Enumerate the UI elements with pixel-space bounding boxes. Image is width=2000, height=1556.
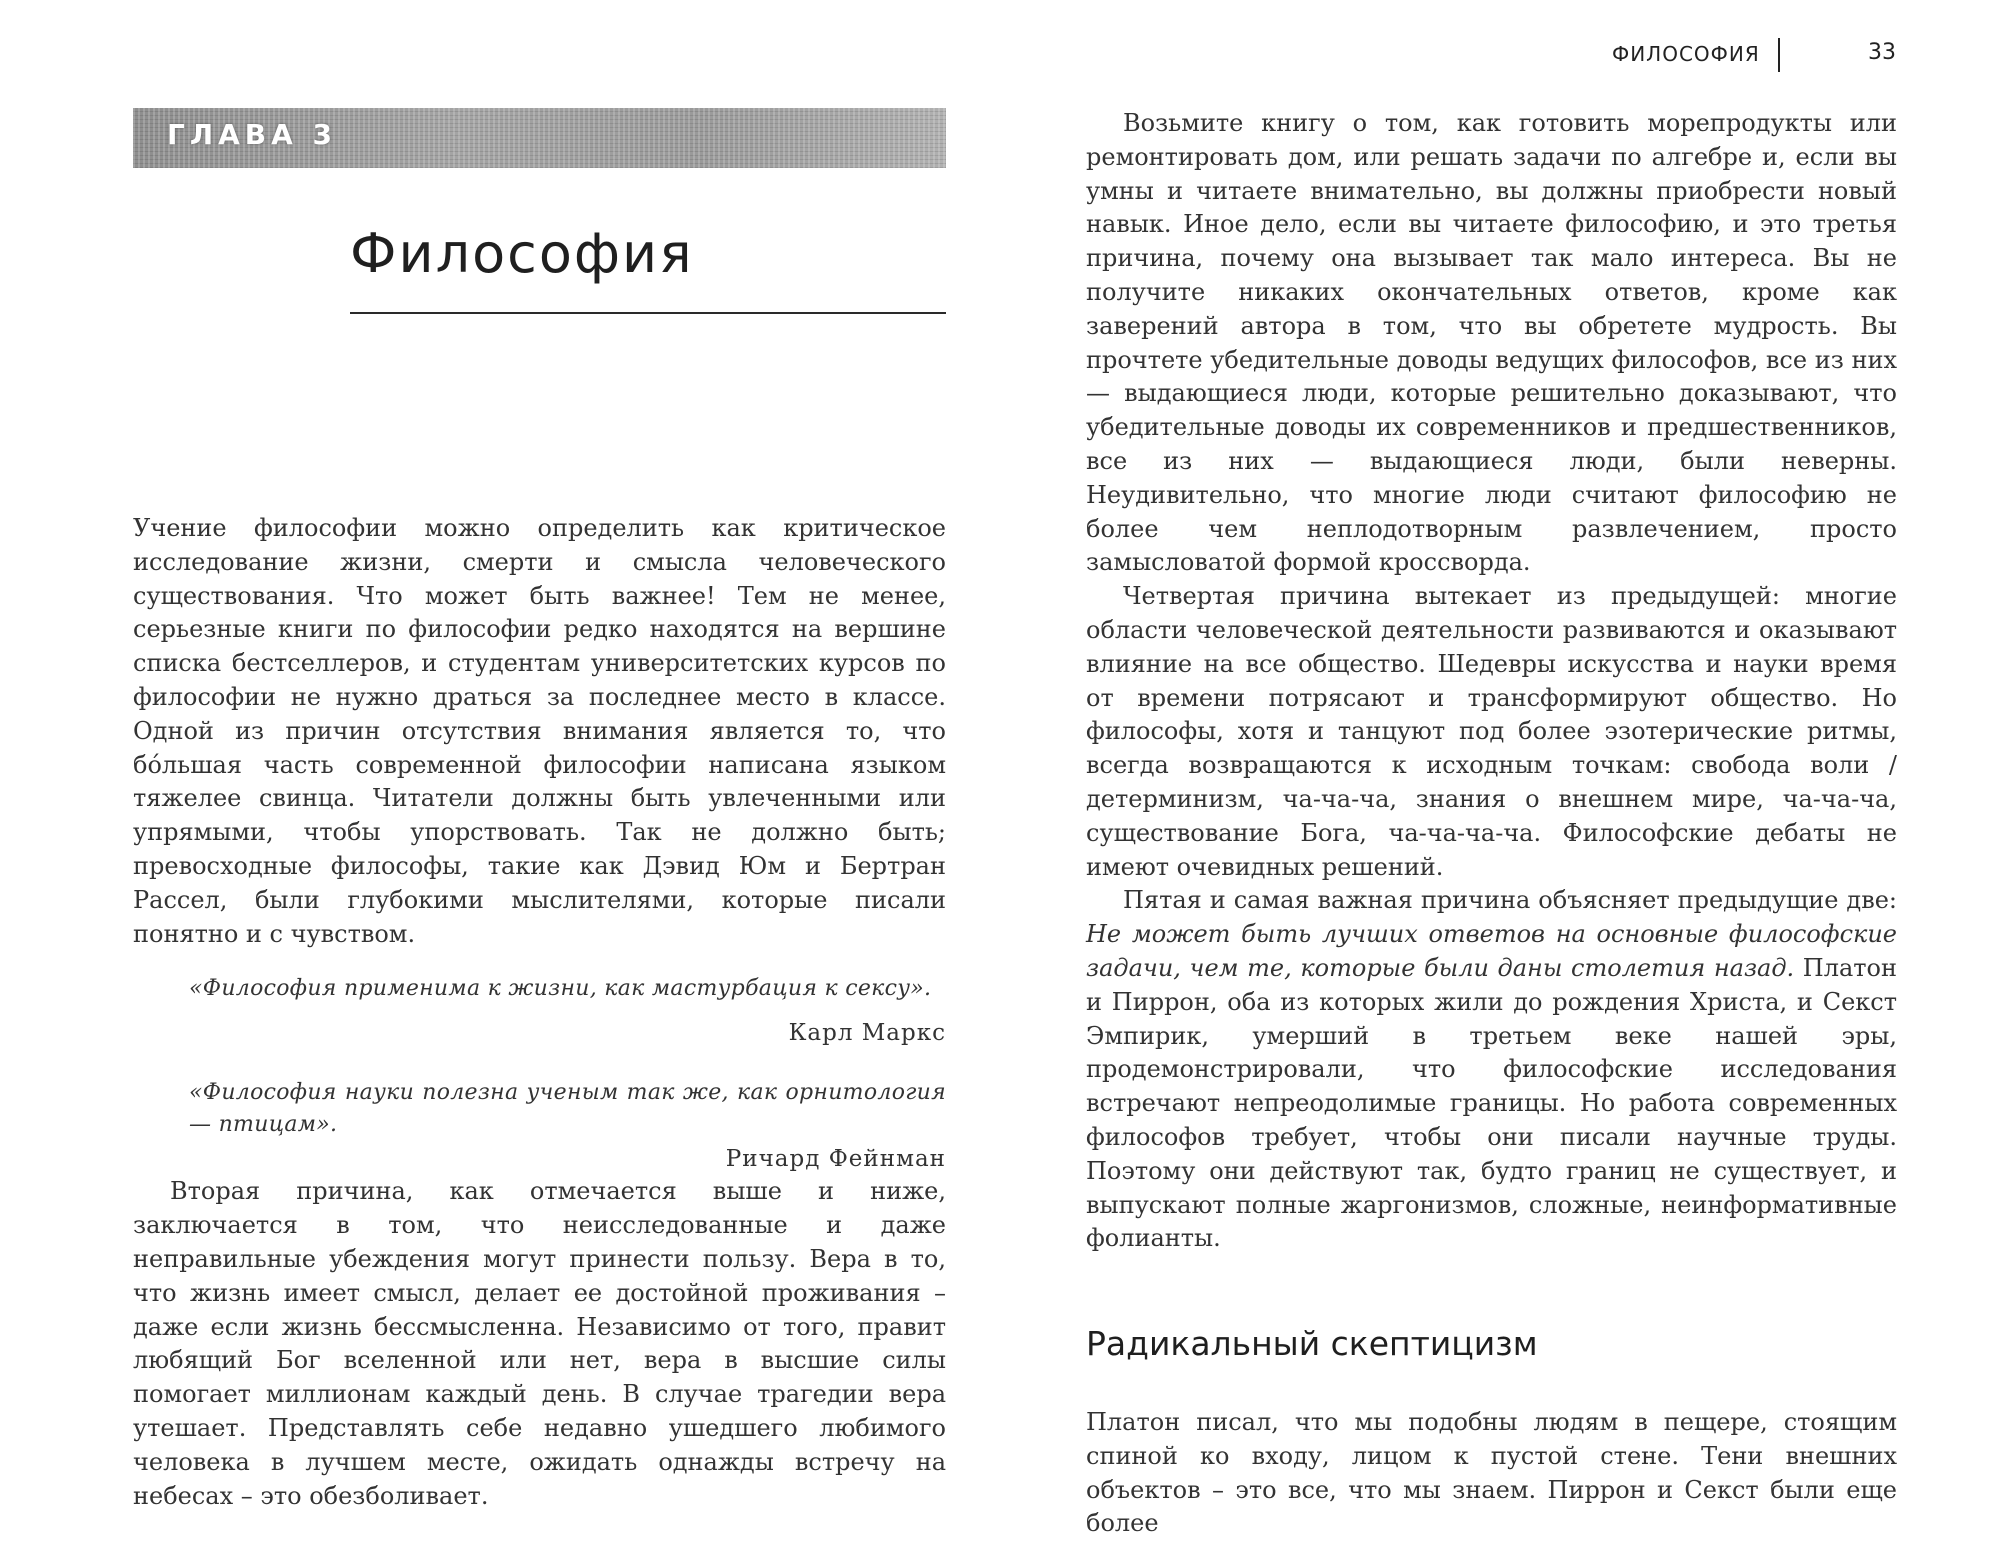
paragraph-lead: Пятая и самая важная причина объясняет предыдущие две: xyxy=(1123,886,1897,915)
chapter-label: ГЛАВА 3 xyxy=(167,118,338,151)
chapter-banner xyxy=(133,108,946,168)
paragraph: Платон писал, что мы подобны людям в пещере, стоящим спиной ко входу, лицом к пустой стене. Тени внешних объектов – это все, что мы знаем. Пиррон и Секст были еще более xyxy=(1086,1408,1897,1538)
left-body-text xyxy=(133,512,946,1513)
paragraph xyxy=(1086,884,1897,1256)
title-rule xyxy=(350,312,946,314)
emphasized-thesis: Не может быть лучших ответов на основные философские задачи, чем те, которые были даны столетия назад. xyxy=(1086,920,1897,982)
epigraph-quote: «Философия применима к жизни, как мастурбация к сексу». xyxy=(189,976,932,1002)
epigraph-quote: «Философия науки полезна ученым так же, как орнитология — птицам». xyxy=(189,1080,946,1138)
paragraph: Учение философии можно определить как критическое исследование жизни, смерти и смысла человеческого существования. Что может быть важнее! Тем не менее, серьезные книги по философии редко находятся на вершине списка бестселлеров, и студентам университетских курсов по философии не нужно драться за последнее место в классе. Одной из причин отсутствия внимания является то, что бóльшая часть современной философии написана языком тяжелее свинца. Читатели должны быть увлеченными или упрямыми, чтобы упорствовать. Так не должно быть; превосходные философы, такие как Дэвид Юм и Бертран Рассел, были глубокими мыслителями, которые писали понятно и с чувством. xyxy=(133,514,946,948)
right-body-text xyxy=(1086,107,1897,1256)
running-head-divider xyxy=(1778,38,1780,72)
paragraph: Вторая причина, как отмечается выше и ниже, заключается в том, что неисследованные и даже неправильные убеждения могут принести пользу. Вера в то, что жизнь имеет смысл, делает ее достойной проживания – даже если жизнь бессмысленна. Независимо от того, правит любящий Бог вселенной или нет, вера в высшие силы помогает миллионам каждый день. В случае трагедии вера утешает. Представлять себе недавно ушедшего любимого человека в лучшем месте, ожидать однажды встречу на небесах – это обезболивает. xyxy=(133,1177,946,1510)
epigraph-author: Карл Маркс xyxy=(788,1020,946,1047)
paragraph: Возьмите книгу о том, как готовить морепродукты или ремонтировать дом, или решать задачи по алгебре и, если вы умны и читаете внимательно, вы должны приобрести новый навык. Иное дело, если вы читаете философию, и это третья причина, почему она вызывает так мало интереса. Вы не получите никаких окончательных ответов, кроме как заверений автора в том, что вы обретете мудрость. Вы прочтете убедительные доводы ведущих философов, все из них — выдающиеся люди, которые решительно доказывают, что убедительные доводы их современников и предшественников, все из них — выдающиеся люди, были неверны. Неудивительно, что многие люди считают философию не более чем неплодотворным развлечением, просто замысловатой формой кроссворда. xyxy=(1086,109,1897,577)
right-page xyxy=(1000,0,2000,1556)
page-number: 33 xyxy=(1868,40,1896,65)
epigraph-author: Ричард Фейнман xyxy=(725,1146,946,1173)
chapter-title: Философия xyxy=(350,222,694,285)
right-body-text-2 xyxy=(1086,1406,1897,1541)
running-head-title: ФИЛОСОФИЯ xyxy=(1612,42,1760,66)
paragraph-rest: Платон и Пиррон, оба из которых жили до рождения Христа, и Секст Эмпирик, умерший в третьем веке нашей эры, продемонстрировали, что философские исследования встречают непреодолимые границы. Но работа современных философов требует, чтобы они писали научные труды. Поэтому они действуют так, будто границ не существует, и выпускают полные жаргонизмов, сложные, неинформативные фолианты. xyxy=(1086,953,1897,1253)
paragraph: Четвертая причина вытекает из предыдущей: многие области человеческой деятельности развиваются и оказывают влияние на все общество. Шедевры искусства и науки время от времени потрясают и трансформируют общество. Но философы, хотя и танцуют под более эзотерические ритмы, всегда возвращаются к исходным точкам: свобода воли / детерминизм, ча-ча-ча, знания о внешнем мире, ча-ча-ча, существование Бога, ча-ча-ча-ча. Философские дебаты не имеют очевидных решений. xyxy=(1086,582,1897,881)
section-heading: Радикальный скептицизм xyxy=(1086,1324,1538,1363)
